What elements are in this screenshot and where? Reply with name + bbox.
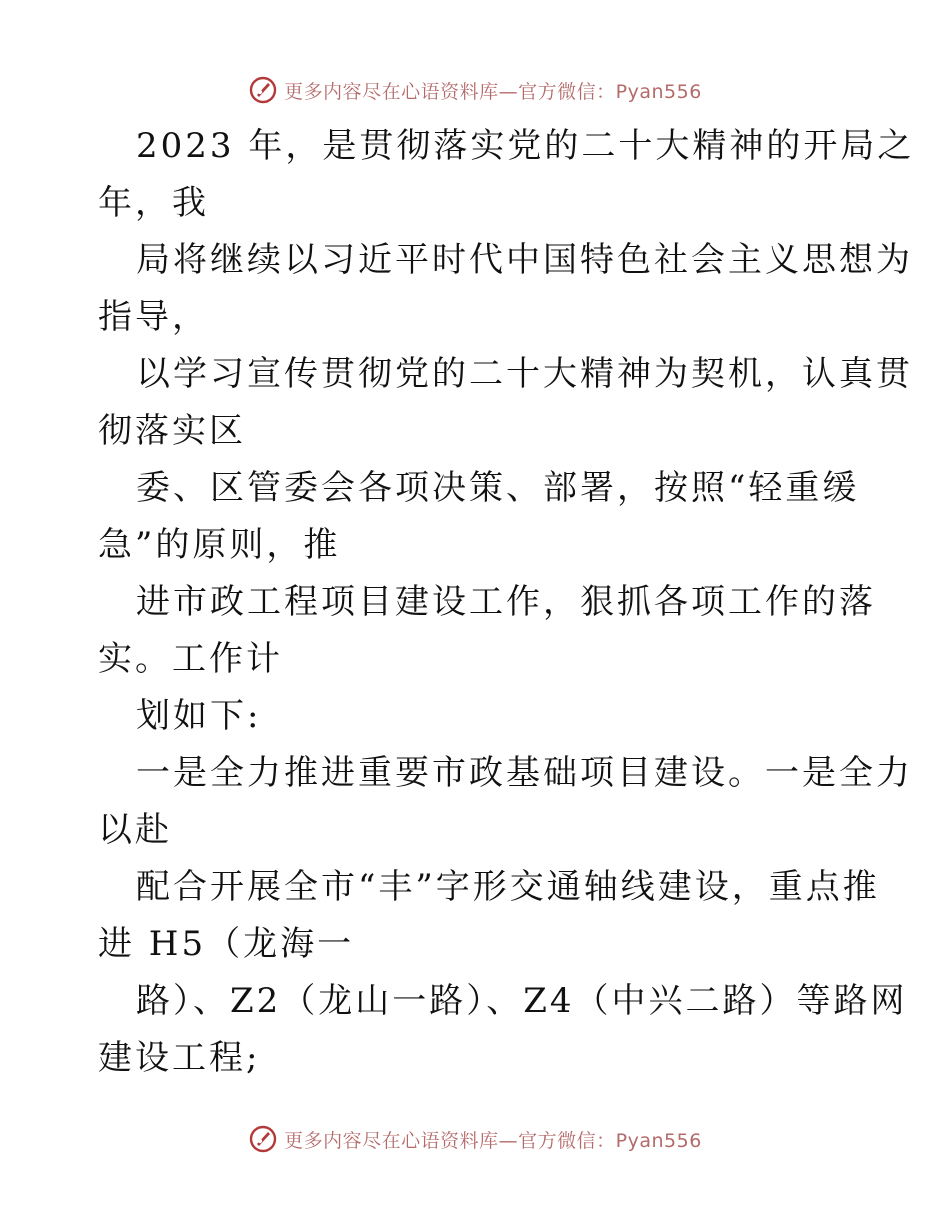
line-rest: 实。工作计 [98,639,283,679]
quill-seal-icon [248,1124,278,1154]
line-first: 路）、Z2（龙山一路）、Z4（中兴二路）等路网 [136,981,908,1021]
line-rest: 指导， [98,297,209,337]
line-first: 配合开展全市“丰”字形交通轴线建设，重点推 [136,867,880,907]
watermark-text: 更多内容尽在心语资料库—官方微信：Pyan556 [284,1129,702,1152]
line-rest: 以赴 [98,810,172,850]
line-rest: 建设工程; [98,1038,261,1078]
paragraph-9 [98,973,908,1087]
line-first: 进市政工程项目建设工作，狠抓各项工作的落 [136,582,876,622]
line-first: 一是全力推进重要市政基础项目建设。一是全力 [136,753,913,793]
quill-seal-icon [248,75,278,105]
line-rest: 急”的原则，推 [98,525,341,565]
paragraph-7 [98,745,913,859]
line-first: 划如下: [136,696,262,736]
paragraph-1 [98,118,915,232]
header-watermark [0,70,950,110]
line-first: 2023 年，是贯彻落实党的二十大精神的开局之 [136,126,915,166]
footer-watermark [0,1119,950,1159]
line-first: 局将继续以习近平时代中国特色社会主义思想为 [136,240,913,280]
paragraph-4 [98,460,858,574]
document-body [98,118,915,1087]
watermark-text: 更多内容尽在心语资料库—官方微信：Pyan556 [284,80,702,103]
line-rest: 彻落实区 [98,411,246,451]
paragraph-6 [98,688,858,745]
line-rest: 进 H5（龙海一 [98,924,355,964]
paragraph-3 [98,346,913,460]
line-first: 以学习宣传贯彻党的二十大精神为契机，认真贯 [136,354,913,394]
paragraph-8 [98,859,880,973]
line-first: 委、区管委会各项决策、部署，按照“轻重缓 [136,468,860,508]
paragraph-5 [98,574,876,688]
paragraph-2 [98,232,913,346]
line-rest: 年，我 [98,183,209,223]
